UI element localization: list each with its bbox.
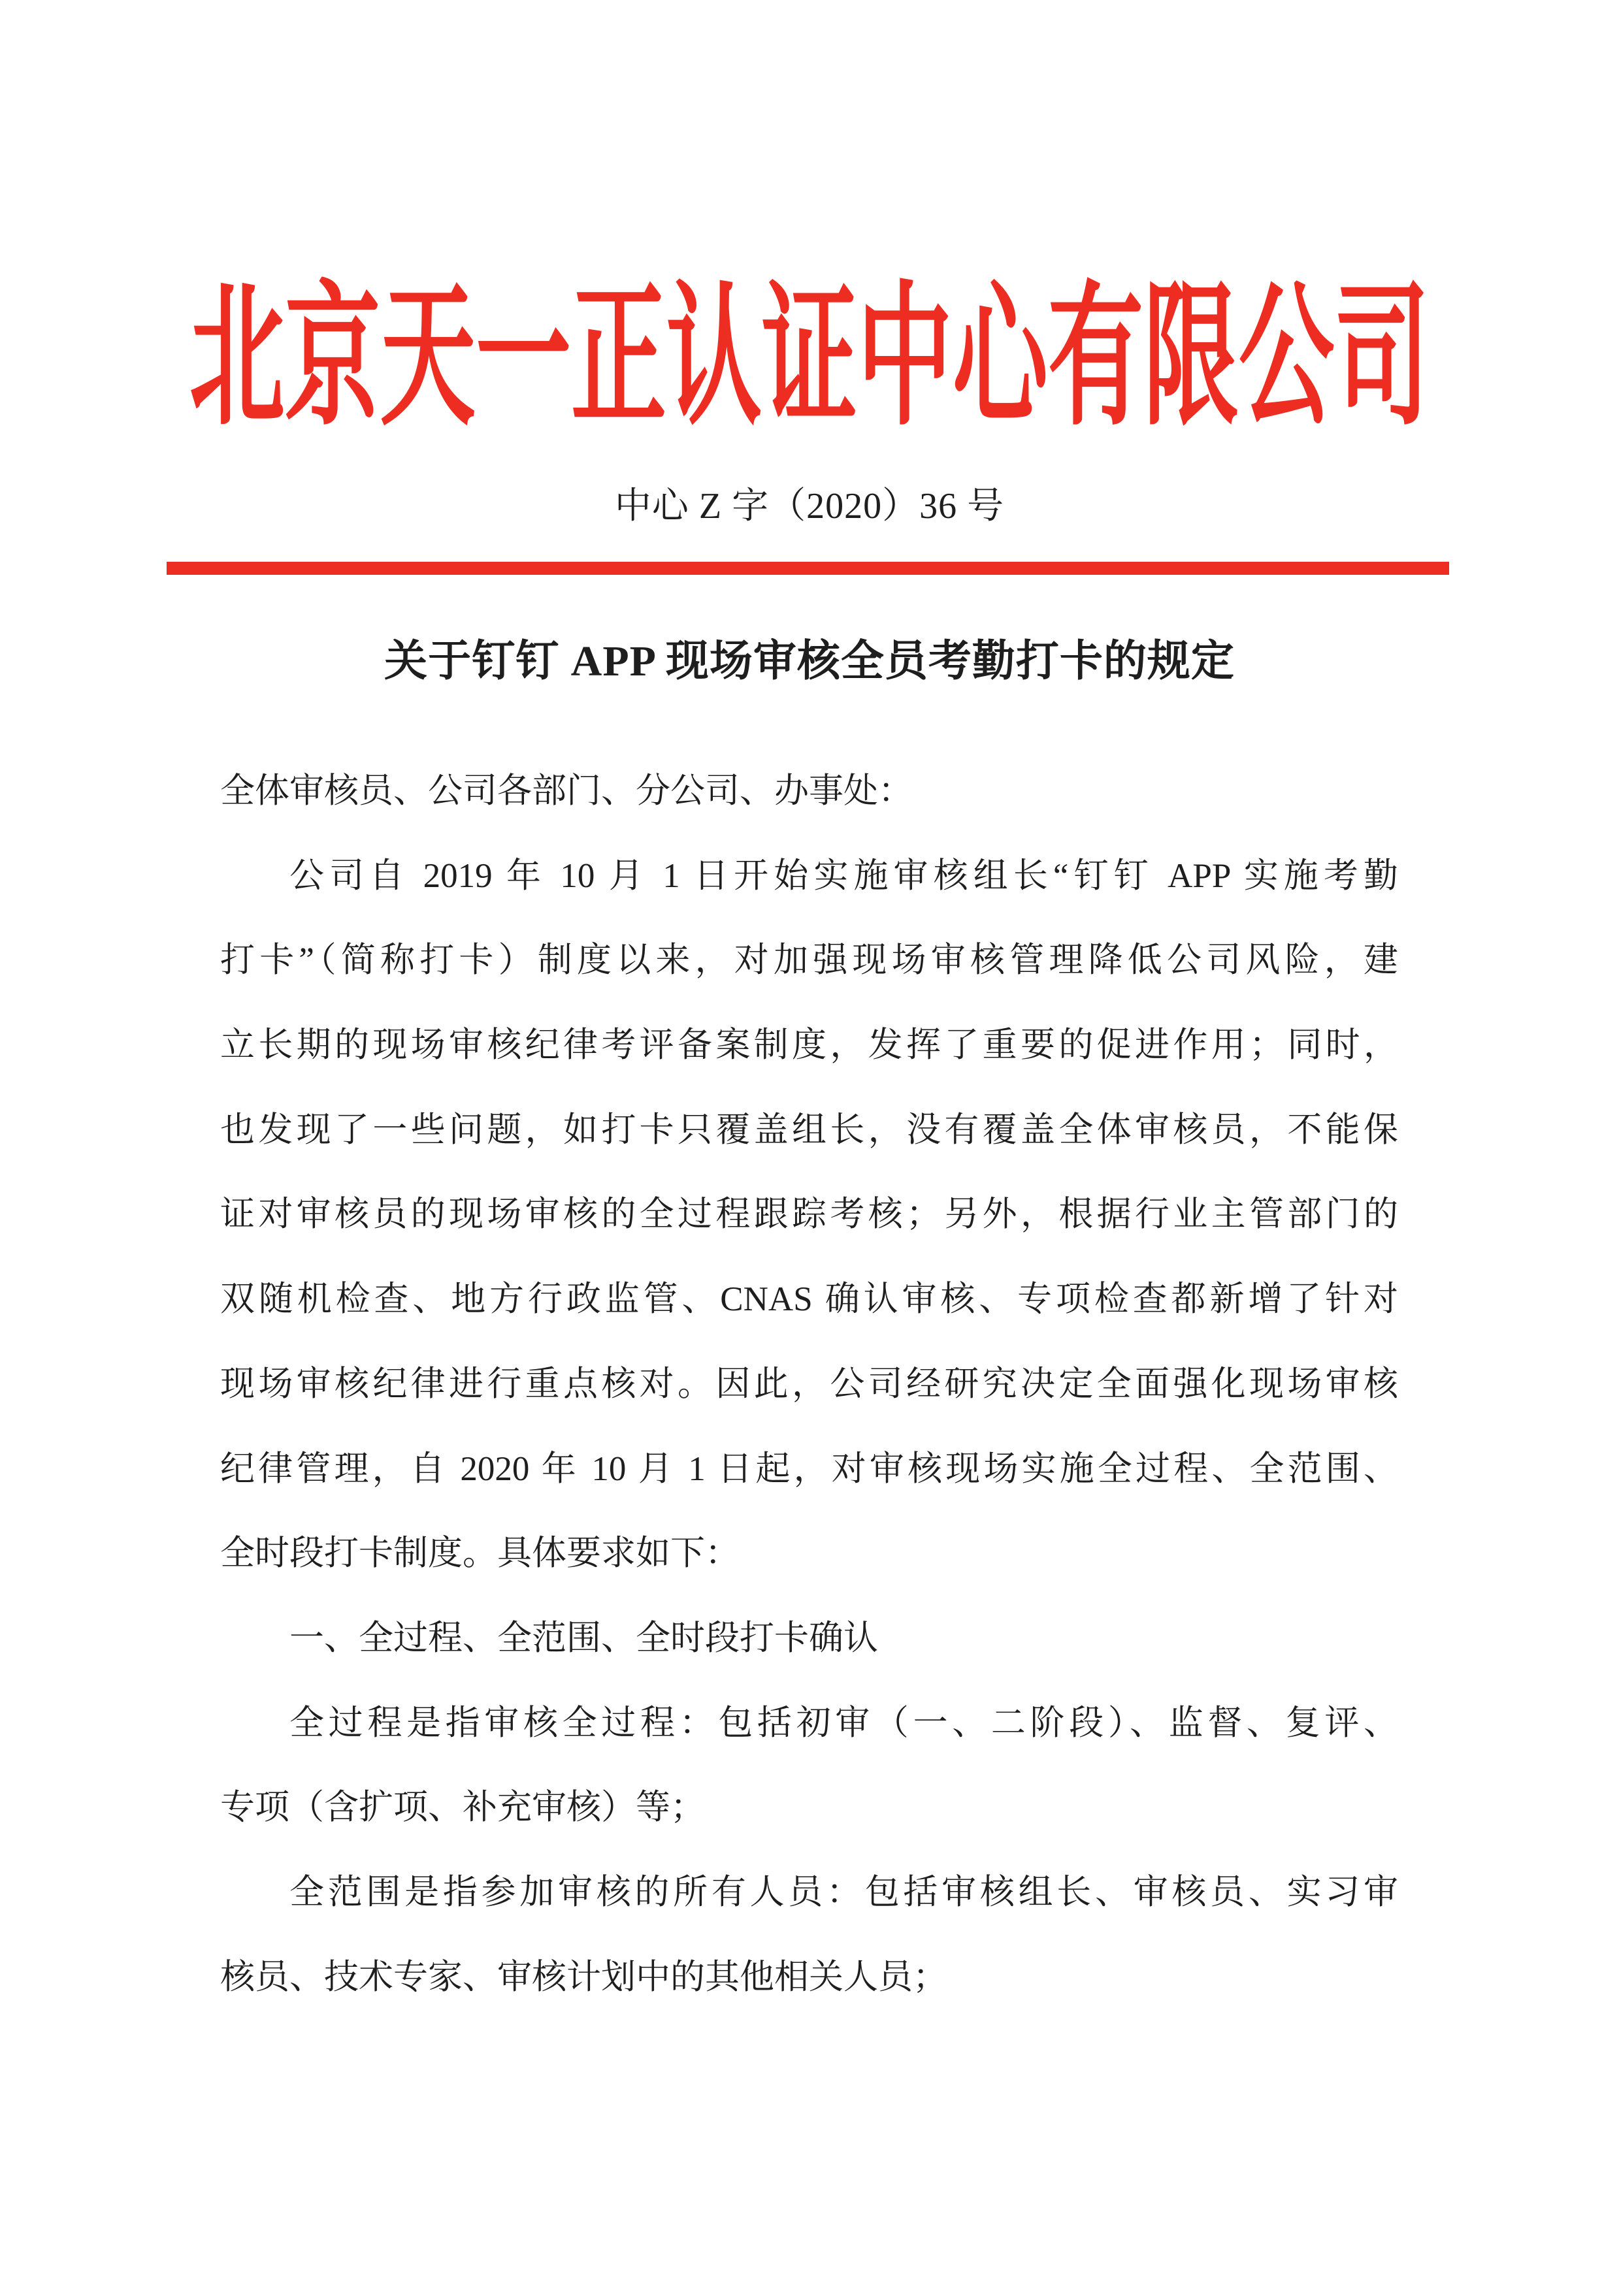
body-line: 打卡”（简称打卡）制度以来，对加强现场审核管理降低公司风险，建 xyxy=(220,941,1398,980)
body-line: 双随机检查、地方行政监管、CNAS 确认审核、专项检查都新增了针对 xyxy=(220,1280,1398,1319)
body-line: 全过程是指审核全过程：包括初审（一、二阶段）、监督、复评、 xyxy=(289,1704,1398,1742)
body-line: 也发现了一些问题，如打卡只覆盖组长，没有覆盖全体审核员，不能保 xyxy=(220,1110,1398,1149)
document-body xyxy=(220,749,1398,2020)
company-name-header: 北京天一正认证中心有限公司 xyxy=(189,272,1430,444)
body-line: 专项（含扩项、补充审核）等； xyxy=(220,1788,705,1827)
body-line: 全时段打卡制度。具体要求如下： xyxy=(220,1534,740,1573)
body-line: 公司自 2019 年 10 月 1 日开始实施审核组长“钉钉 APP 实施考勤 xyxy=(289,856,1398,895)
body-line: 全范围是指参加审核的所有人员：包括审核组长、审核员、实习审 xyxy=(289,1873,1398,1911)
doc-number: 中心 Z 字（2020）36 号 xyxy=(614,486,1005,526)
body-line: 现场审核纪律进行重点核对。因此，公司经研究决定全面强化现场审核 xyxy=(220,1365,1398,1403)
body-line: 核员、技术专家、审核计划中的其他相关人员； xyxy=(220,1958,947,1996)
body-line: 纪律管理，自 2020 年 10 月 1 日起，对审核现场实施全过程、全范围、 xyxy=(220,1449,1398,1488)
red-divider-line xyxy=(167,562,1449,575)
body-line: 立长期的现场审核纪律考评备案制度，发挥了重要的促进作用；同时， xyxy=(220,1026,1398,1065)
body-line: 全体审核员、公司各部门、分公司、办事处： xyxy=(220,772,913,810)
body-line: 证对审核员的现场审核的全过程跟踪考核；另外，根据行业主管部门的 xyxy=(220,1195,1398,1234)
document-title: 关于钉钉 APP 现场审核全员考勤打卡的规定 xyxy=(384,638,1235,685)
body-section-heading: 一、全过程、全范围、全时段打卡确认 xyxy=(289,1619,878,1657)
